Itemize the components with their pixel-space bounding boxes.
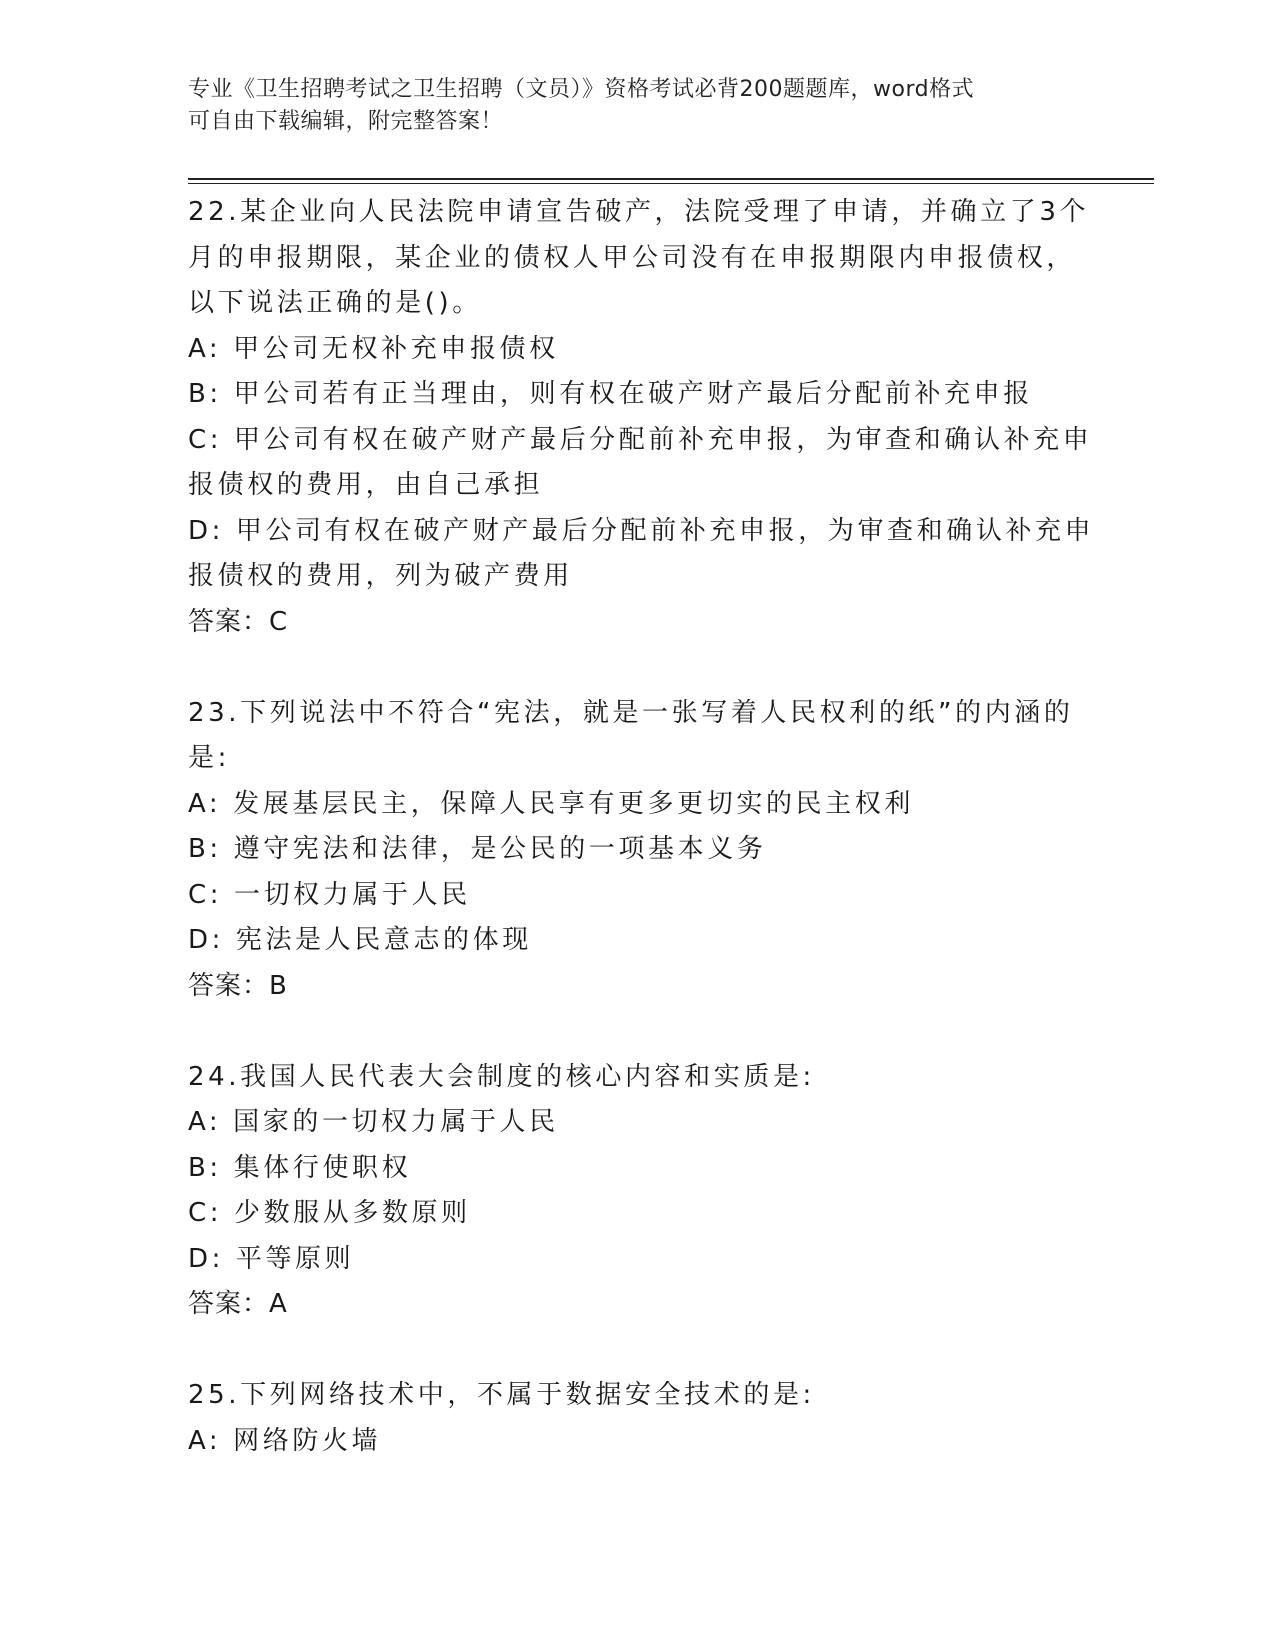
option-c: C: 一切权力属于人民 — [188, 879, 471, 910]
header-rule-thin — [188, 183, 1154, 184]
question-stem: 24.我国人民代表大会制度的核心内容和实质是: — [188, 1061, 815, 1092]
spacer — [188, 1009, 1088, 1055]
option-b: B: 集体行使职权 — [188, 1152, 412, 1183]
question-stem: 23.下列说法中不符合“宪法，就是一张写着人民权利的纸”的内涵的 — [188, 697, 1074, 728]
option-a: A: 国家的一切权力属于人民 — [188, 1107, 559, 1137]
option-a: A: 网络防火墙 — [188, 1425, 382, 1456]
answer-label: 答案：C — [188, 606, 289, 637]
question-22 — [188, 190, 1095, 645]
option-a: A: 发展基层民主，保障人民享有更多更切实的民主权利 — [188, 788, 914, 819]
option-d: D: 宪法是人民意志的体现 — [188, 925, 532, 955]
option-d: 报债权的费用，列为破产费用 — [188, 561, 573, 591]
option-c: C: 少数服从多数原则 — [188, 1198, 471, 1228]
answer-label: 答案：B — [188, 970, 288, 1001]
header-line-2: 可自由下载编辑，附完整答案！ — [188, 109, 504, 134]
option-d: D: 平等原则 — [188, 1243, 355, 1274]
option-b: B: 遵守宪法和法律，是公民的一项基本义务 — [188, 834, 767, 864]
question-23 — [188, 691, 1088, 1010]
document-header — [188, 74, 1088, 138]
question-stem: 是: — [188, 743, 230, 773]
option-c: C: 甲公司有权在破产财产最后分配前补充申报，为审查和确认补充申 — [188, 424, 1093, 455]
question-stem: 月的申报期限，某企业的债权人甲公司没有在申报期限内申报债权， — [188, 242, 1077, 273]
question-stem: 25.下列网络技术中，不属于数据安全技术的是: — [188, 1380, 815, 1410]
option-a: A: 甲公司无权补充申报债权 — [188, 333, 559, 364]
option-b: B: 甲公司若有正当理由，则有权在破产财产最后分配前补充申报 — [188, 379, 1033, 409]
option-c: 报债权的费用，由自己承担 — [188, 470, 544, 500]
spacer — [188, 645, 1088, 691]
question-stem: 22.某企业向人民法院申请宣告破产，法院受理了申请，并确立了3个 — [188, 197, 1090, 227]
question-25 — [188, 1373, 1088, 1464]
question-24 — [188, 1055, 1088, 1328]
header-rule-thick — [188, 178, 1154, 180]
question-stem: 以下说法正确的是()。 — [188, 288, 482, 318]
header-line-1: 专业《卫生招聘考试之卫生招聘（文员）》资格考试必背200题题库，word格式 — [188, 77, 975, 102]
option-d: D: 甲公司有权在破产财产最后分配前补充申报，为审查和确认补充申 — [188, 515, 1095, 546]
question-list — [188, 190, 1095, 1464]
spacer — [188, 1328, 1088, 1374]
answer-label: 答案：A — [188, 1289, 288, 1319]
